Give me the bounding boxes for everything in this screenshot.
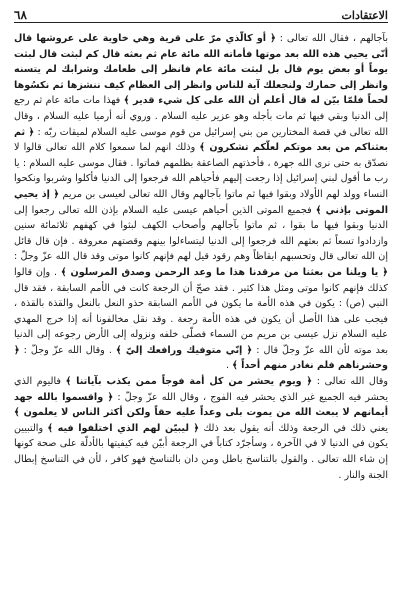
quran-verse: ﴿ وحشرناهم فلم نغادر منهم أحداً ﴾: [14, 344, 388, 372]
text-segment: . وقال الله عزّ وجلّ :: [19, 344, 116, 356]
paragraph: [14, 374, 388, 483]
text-segment: والتبيين يكون في الدنيا لا في الآخرة ، وسأجرّد كتاباً في الرجعة أبيّن فيه كيفيتها بالأدلّة على صحة كونها إن شاء الله تعالى . والقول بالتناسخ باطل ومن دان بالتناسخ فهو كافر ، لأن في التناسخ إبطال الجنة والنار .: [14, 422, 388, 481]
page-header: [14, 6, 388, 23]
quran-verse: ﴿ ويوم يحشر من كل أمة فوجاً ممن يكذب بآياتنا ﴾: [65, 376, 313, 388]
text-segment: يعني ذلك في الرجعة وذلك أنه يقول بعد ذلك: [199, 422, 389, 434]
quran-verse: ﴿ ليبيّن لهم الذي اختلفوا فيه ﴾: [47, 422, 200, 434]
paragraph: [14, 31, 388, 374]
text-segment: بآجالهم ، فقال الله تعالى :: [275, 33, 388, 44]
quran-verse: ﴿ إذ يحيي الموتى بإذني ﴾: [14, 188, 389, 216]
text-segment: . وإن قالوا كذلك فإنهم كانوا موتى ومثل هذا كثير . فقد صحّ أن الرجعة كانت في الأمم السابقة ، فقد قال النبي (ص) : يكون في هذه الأمة ما يكون في الأمم السابقة حذو النعل بالنعل والقذة بالقذة ، فيجب على هذا الأصل أن يكون في هذه الأمة رجعة . وقد نقل مخالفونا أنه إذا خرج المهدي عليه السلام نزل عيسى بن مريم من السماء فصلّى خلفه ونزوله إلى الأرض رجوعه إلى الدنيا بعد موته لأن الله عزّ وجلّ قال :: [14, 266, 389, 356]
text-segment: فجميع الموتى الذين أحياهم عيسى عليه السلام بإذن الله تعالى رجعوا إلى الدنيا وبقوا فيها ما بقوا ، ثم ماتوا بآجالهم وأصحاب الكهف لبثوا في كهفهم ثلاثمائة سنين وازدادوا تسعاً ثم بعثهم الله فرجعوا إلى الدنيا ليتساءلوا بينهم وقصتهم معروفة . فإن قال قائل إن الله تعالى قال وتحسبهم ايقاظاً وهم رقود قيل لهم فإنهم كانوا موتى وقد قال الله عزّ وجلّ :: [14, 204, 388, 263]
quran-verse: ﴿ أو كالّذي مرّ على قرية وهي خاوية على عروشها قال أنّى يحيي هذه الله بعد موتها فأماته الله مائة عام ثم بعثه قال كم لبثت قال لبثت يوماً أو بعض يوم قال بل لبثت مائة عام فانظر إلى طعامك وشرابك لم يتسنه وانظر إلى حمارك ولنجعلك آية للناس وانظر إلى العظام كيف ننشزها ثم نكسُوها لحماً فلمّا بيّن له قال أعلم أن الله على كل شيء قدير ﴾: [14, 33, 389, 107]
text-segment: وذلك انهم لما سمعوا كلام الله تعالى قالوا لا نصدّق به حتى نرى الله جهرة ، فأخذتهم الصاعقة بظلمهم فماتوا . فقال موسى عليه السلام : يا رب ما أقول لبني إسرائيل إذا رجعت إليهم فأحياهم الله فرجعوا إلى الدنيا فأكلوا وشربوا ونكحوا النساء وولد لهم الأولاد وبقوا فيها ثم ماتوا بآجالهم وقال الله تعالى لعيسى بن مريم: [14, 142, 388, 200]
text-segment: فهذا مات مائة عام ثم رجع إلى الدنيا وبقي فيها ثم مات بأجله وهو عزير عليه السلام . وروي أنه أرميا عليه السلام ، وقال الله تعالى في قصة المختارين من بني إسرائيل من قوم موسى عليه السلام لميقات ربّه :: [14, 95, 388, 138]
running-title: الاعتقادات: [341, 9, 388, 22]
page-number: ٦٨: [14, 8, 27, 22]
text-segment: وقال الله تعالى :: [312, 376, 388, 388]
quran-verse: ﴿ واقسموا بالله جهد أيمانهم لا يبعث الله من يموت بلى وعداً عليه حقاً ولكن أكثر الناس لا يعلمون ﴾: [14, 391, 388, 419]
quran-verse: ﴿ إنّي متوفيك ورافعك إليّ ﴾: [115, 344, 253, 356]
quran-verse: ﴿ يا ويلنا من بعثنا من مرقدنا هذا ما وعد الرحمن وصدق المرسلون ﴾: [60, 266, 388, 278]
quran-verse: ﴿ ثم بعثناكم من بعد موتكم لعلّكم تشكرون ﴾: [14, 126, 388, 154]
text-segment: فاليوم الذي يحشر فيه الجميع غير الذي يحشر فيه الفوج ، وقال الله عزّ وجلّ :: [14, 376, 388, 403]
body-text: [14, 31, 388, 586]
text-segment: .: [226, 360, 233, 372]
